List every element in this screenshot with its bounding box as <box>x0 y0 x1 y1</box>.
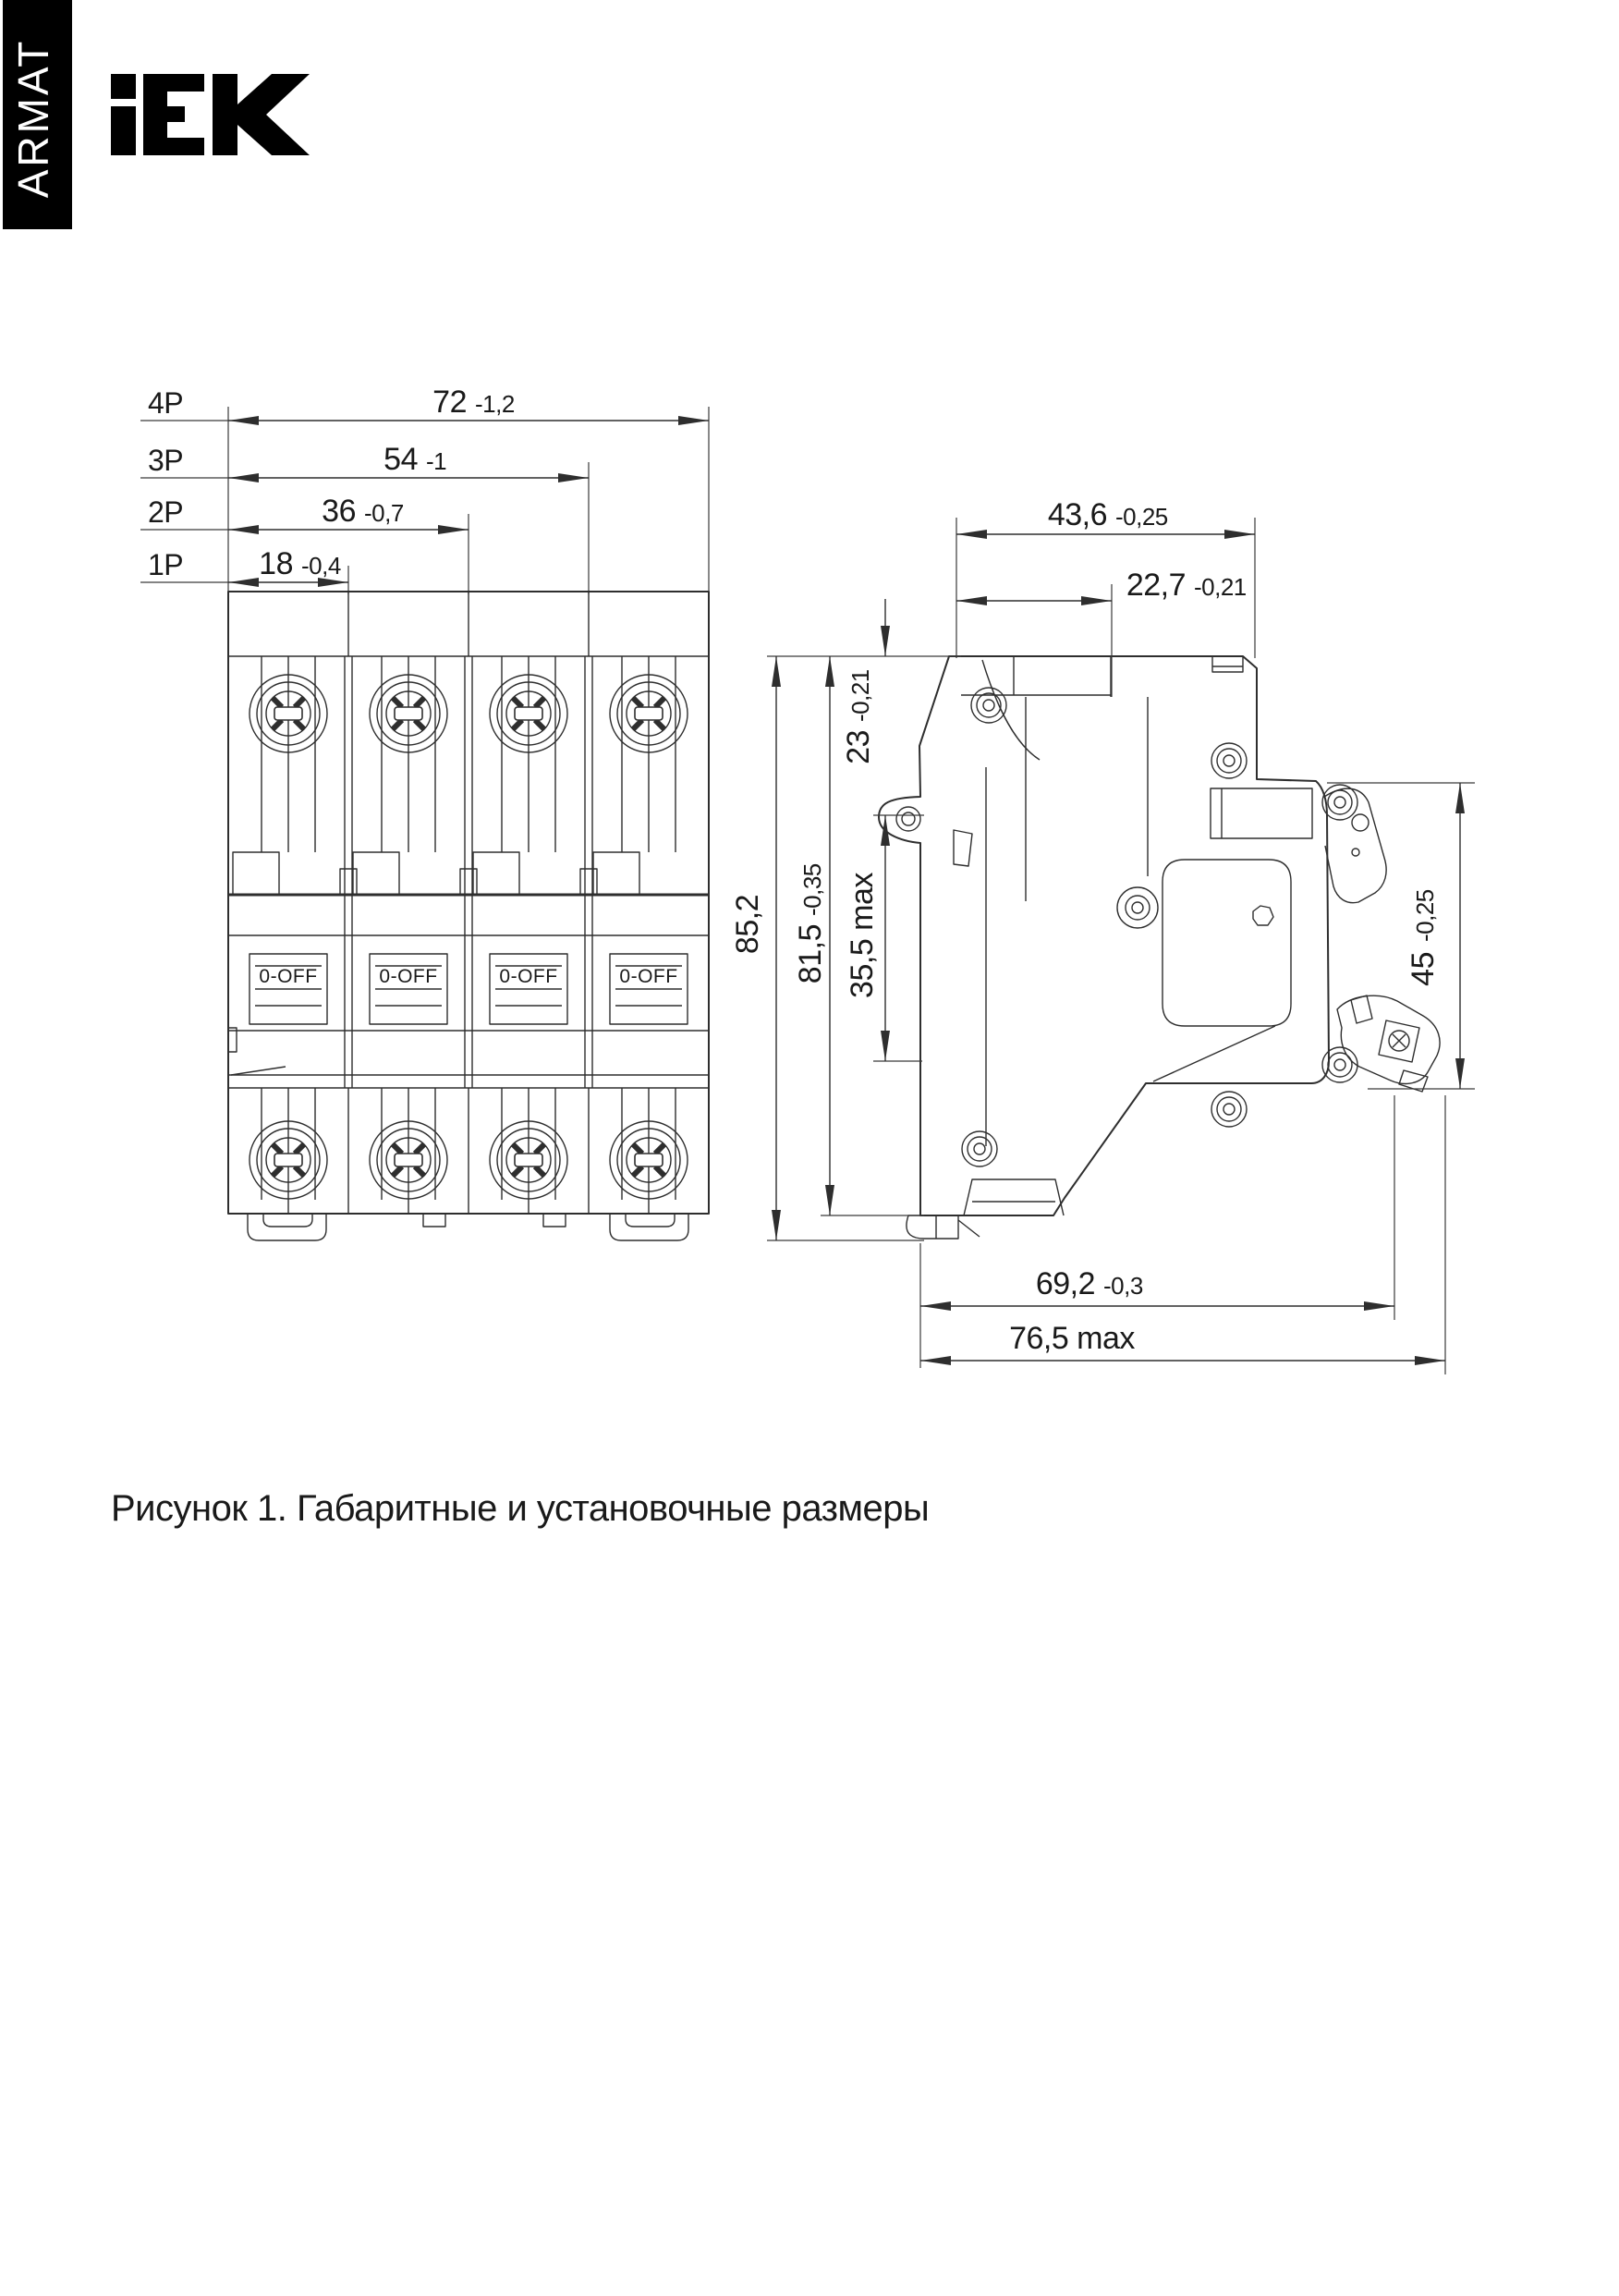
dim-tol-depth: -0,3 <box>1103 1272 1143 1300</box>
dim-value-depth: 69,2 <box>1035 1266 1095 1301</box>
handle-label: 0-OFF <box>259 966 318 987</box>
pole-label-4p: 4P <box>148 386 184 420</box>
armat-label: ARMAT <box>9 38 58 199</box>
rivet-icon <box>1322 1047 1357 1082</box>
dim-value-front-face-height: 45 <box>1406 952 1441 986</box>
rivet-icon <box>1211 1092 1247 1127</box>
dim-tol-top-to-recess: -0,21 <box>846 669 874 722</box>
rivet-icon <box>962 1131 997 1166</box>
rivet-icon <box>1211 743 1247 778</box>
pole-label-3p: 3P <box>148 444 184 477</box>
front-bottom-clips <box>248 1214 688 1240</box>
side-view <box>730 497 1475 1374</box>
handle-label: 0-OFF <box>379 966 438 987</box>
dim-tol-1p: -0,4 <box>301 552 341 580</box>
dim-tol-3p: -1 <box>426 447 447 475</box>
handle-label: 0-OFF <box>499 966 558 987</box>
toggle-handle <box>250 954 327 1024</box>
dim-value-top-width: 43,6 <box>1047 497 1107 532</box>
dim-tol-front-face-height: -0,25 <box>1411 889 1439 942</box>
toggle-handle <box>610 954 688 1024</box>
dim-tol-upper-width: -0,21 <box>1194 573 1247 601</box>
pole-label-1p: 1P <box>148 548 184 581</box>
dim-tol-top-width: -0,25 <box>1115 503 1168 531</box>
side-dimensions <box>730 497 1475 1374</box>
pole-label-2p: 2P <box>148 495 184 529</box>
side-interior-details <box>961 656 1357 1166</box>
handle-label: 0-OFF <box>619 966 678 987</box>
dim-tol-2p: -0,7 <box>364 499 404 527</box>
front-toggle-handles <box>250 954 688 1024</box>
toggle-handle <box>370 954 447 1024</box>
dim-value-2p: 36 <box>322 494 356 529</box>
dim-value-3p: 54 <box>383 442 418 477</box>
side-body-outline <box>879 656 1329 1239</box>
brand-area <box>3 0 310 229</box>
figure-caption: Рисунок 1. Габаритные и установочные размеры <box>111 1488 930 1529</box>
dim-value-recess-opening: 35,5 max <box>845 873 880 998</box>
front-pole-dimensions <box>140 385 709 594</box>
iek-logo <box>111 74 310 155</box>
front-upper-terminals <box>233 656 688 895</box>
dim-value-1p: 18 <box>259 546 293 581</box>
dim-tol-4p: -1,2 <box>475 390 515 418</box>
front-module-dividers <box>340 592 597 1214</box>
dim-value-overall-height: 85,2 <box>730 894 765 955</box>
rivet-icon <box>971 688 1006 723</box>
dim-value-4p: 72 <box>432 385 467 420</box>
dim-value-body-height: 81,5 <box>793 924 828 984</box>
toggle-handle <box>490 954 567 1024</box>
dim-value-max-depth: 76,5 max <box>1009 1321 1135 1356</box>
dim-tol-body-height: -0,35 <box>798 863 826 916</box>
dim-value-top-to-recess: 23 <box>841 730 876 764</box>
dim-value-upper-width: 22,7 <box>1126 568 1186 603</box>
front-view <box>140 385 709 1240</box>
